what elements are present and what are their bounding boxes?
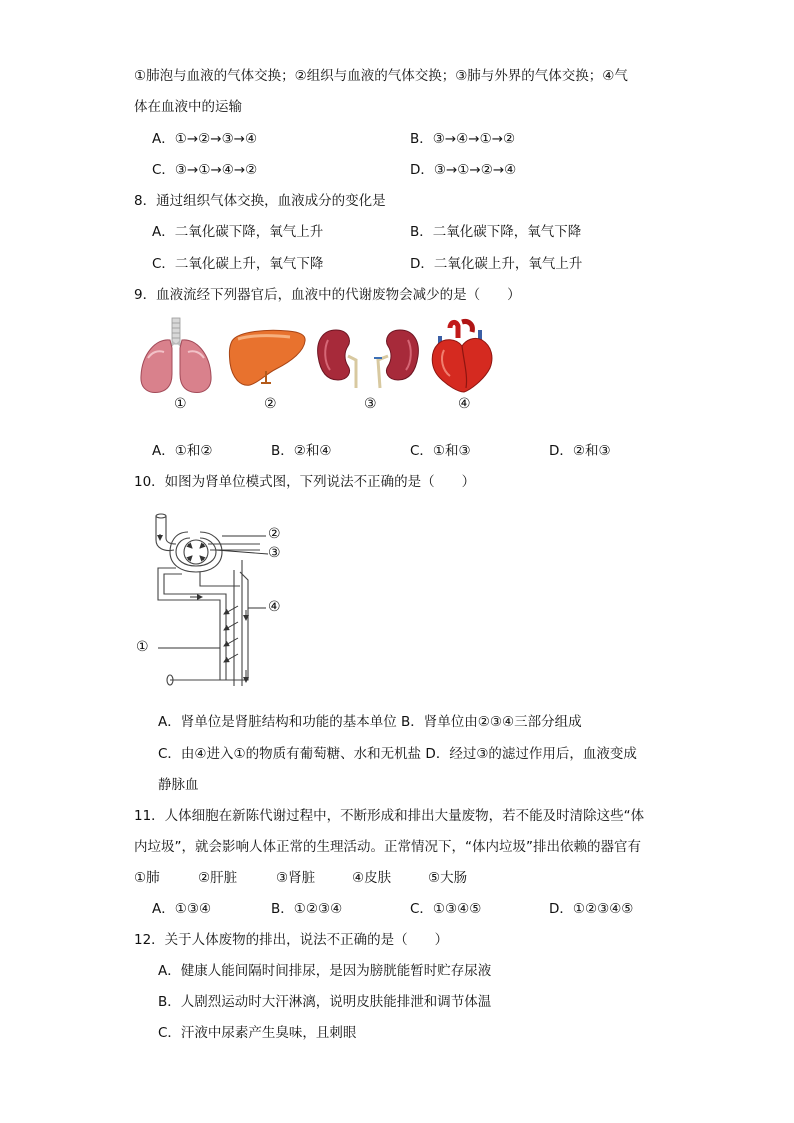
q11-option-d[interactable]: D．①②③④⑤ bbox=[549, 901, 634, 917]
q7-option-a[interactable]: A．①→②→③→④ bbox=[152, 131, 258, 147]
q11-option-b[interactable]: B．①②③④ bbox=[271, 901, 343, 917]
q9-option-c[interactable]: C．①和③ bbox=[410, 443, 471, 459]
nephron-label-4: ④ bbox=[268, 599, 281, 615]
q11-item-1: ①肺 bbox=[134, 870, 160, 886]
q11-item-3: ③肾脏 bbox=[276, 870, 316, 886]
q12-option-b[interactable]: B．人剧烈运动时大汗淋漓，说明皮肤能排泄和调节体温 bbox=[158, 994, 492, 1010]
q8-option-a[interactable]: A．二氧化碳下降，氧气上升 bbox=[152, 224, 324, 240]
nephron-label-1: ① bbox=[136, 639, 149, 655]
q10-options-ab[interactable]: A．肾单位是肾脏结构和功能的基本单位 B．肾单位由②③④三部分组成 bbox=[158, 714, 582, 730]
kidneys-icon bbox=[316, 328, 420, 390]
q8-option-b[interactable]: B．二氧化碳下降，氧气下降 bbox=[410, 224, 582, 240]
organ-label-4: ④ bbox=[458, 396, 471, 412]
lungs-icon bbox=[136, 318, 216, 396]
q11-option-c[interactable]: C．①③④⑤ bbox=[410, 901, 482, 917]
q12-stem: 12．关于人体废物的排出，说法不正确的是（ ） bbox=[134, 932, 449, 948]
q8-stem: 8．通过组织气体交换，血液成分的变化是 bbox=[134, 193, 386, 209]
q11-option-a[interactable]: A．①③④ bbox=[152, 901, 212, 917]
nephron-diagram bbox=[130, 510, 310, 690]
heart-icon bbox=[428, 318, 494, 394]
organ-label-3: ③ bbox=[364, 396, 377, 412]
liver-icon bbox=[228, 327, 308, 387]
q11-stem-line2: 内垃圾”，就会影响人体正常的生理活动。正常情况下，“体内垃圾”排出依赖的器官有 bbox=[134, 839, 641, 855]
q10-options-cd[interactable]: C．由④进入①的物质有葡萄糖、水和无机盐 D．经过③的滤过作用后，血液变成 bbox=[158, 746, 637, 762]
q10-option-d-cont: 静脉血 bbox=[158, 777, 199, 793]
q7-option-d[interactable]: D．③→①→②→④ bbox=[410, 162, 517, 178]
q12-option-a[interactable]: A．健康人能间隔时间排尿，是因为膀胱能暂时贮存尿液 bbox=[158, 963, 492, 979]
q11-item-5: ⑤大肠 bbox=[428, 870, 468, 886]
q10-stem: 10．如图为肾单位模式图，下列说法不正确的是（ ） bbox=[134, 474, 476, 490]
q7-stem-line1: ①肺泡与血液的气体交换；②组织与血液的气体交换；③肺与外界的气体交换；④气 bbox=[134, 68, 628, 84]
q7-stem-line2: 体在血液中的运输 bbox=[134, 99, 242, 115]
q9-option-b[interactable]: B．②和④ bbox=[271, 443, 332, 459]
q7-option-b[interactable]: B．③→④→①→② bbox=[410, 131, 516, 147]
q9-option-d[interactable]: D．②和③ bbox=[549, 443, 611, 459]
q8-option-c[interactable]: C．二氧化碳上升，氧气下降 bbox=[152, 256, 324, 272]
nephron-label-2: ② bbox=[268, 526, 281, 542]
q8-option-d[interactable]: D．二氧化碳上升，氧气上升 bbox=[410, 256, 583, 272]
organ-label-1: ① bbox=[174, 396, 187, 412]
nephron-label-3: ③ bbox=[268, 545, 281, 561]
q11-item-2: ②肝脏 bbox=[198, 870, 238, 886]
q9-stem: 9．血液流经下列器官后，血液中的代谢废物会减少的是（ ） bbox=[134, 287, 521, 303]
organ-label-2: ② bbox=[264, 396, 277, 412]
q11-stem-line1: 11．人体细胞在新陈代谢过程中，不断形成和排出大量废物，若不能及时清除这些“体 bbox=[134, 808, 645, 824]
q11-item-4: ④皮肤 bbox=[352, 870, 392, 886]
q9-option-a[interactable]: A．①和② bbox=[152, 443, 213, 459]
q12-option-c[interactable]: C．汗液中尿素产生臭味，且刺眼 bbox=[158, 1025, 357, 1041]
q7-option-c[interactable]: C．③→①→④→② bbox=[152, 162, 258, 178]
